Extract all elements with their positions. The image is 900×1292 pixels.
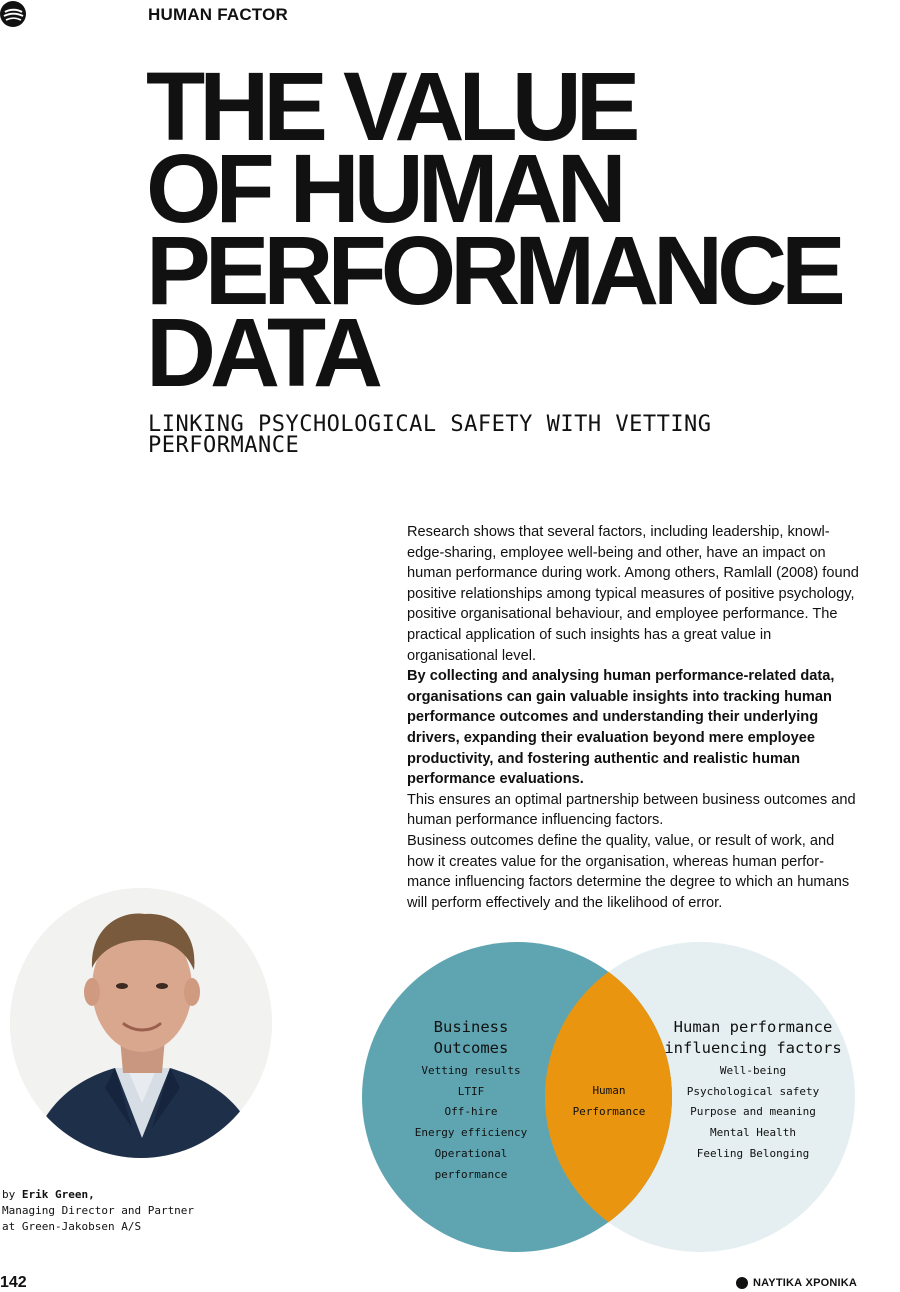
body-paragraph-highlight: By collecting and analysing human performance-related data, organisations can gain valuable insights into tracking human performance outcomes and understanding their underlying drivers, expanding their evaluation beyond mere employee productivity, and fostering authentic and realistic human performance evaluations.: [407, 668, 835, 788]
magazine-logo-icon: [0, 1, 26, 27]
venn-right-item: Mental Health: [709, 1126, 797, 1140]
title-line: DATA: [146, 298, 378, 407]
body-paragraph: This ensures an optimal partnership between business outcomes and human performance influencing factors.: [407, 791, 856, 829]
body-paragraph: Business outcomes define the quality, value, or result of work, and how it creates value for the organisation, whereas human performance influencing factors determine the degree to which an humans will perform effectively and the likelihood of error.: [407, 832, 850, 911]
venn-right-item: Psychological safety: [686, 1084, 820, 1098]
body-paragraph: Research shows that several factors, including leadership, knowledge-sharing, employee well-being and other, have an impact on human performance during work. Among others, Ramlall (2008) found positive relationships among typical measures of positive psychology, positive organisational behaviour, and employee performance. The practical application of such insights has a great value in organisational level.: [407, 524, 859, 664]
author-name-line: [2, 1187, 194, 1203]
venn-left-item: Energy efficiency: [414, 1126, 528, 1140]
venn-left-title: Business Outcomes: [433, 1018, 509, 1057]
venn-overlap-item: Performance: [572, 1104, 646, 1118]
byline-prefix: by: [2, 1188, 16, 1201]
venn-left-item: Operational performance: [434, 1146, 508, 1181]
venn-diagram: [360, 940, 860, 1260]
author-portrait: [10, 888, 272, 1158]
author-byline: [2, 1187, 194, 1235]
venn-left-item: Off-hire: [444, 1105, 498, 1119]
article-title: [146, 52, 840, 407]
article-body: [407, 522, 859, 913]
venn-left-label: [396, 1017, 546, 1185]
venn-left-item: Vetting results: [421, 1064, 521, 1077]
magazine-name: ΝΑΥΤΙΚΑ ΧΡΟΝΙΚΑ: [753, 1277, 858, 1289]
title-line: PERFORMANCE: [146, 216, 840, 325]
magazine-footer: [736, 1277, 857, 1289]
section-label: HUMAN FACTOR: [148, 5, 288, 24]
venn-right-title: Human performance influencing factors: [664, 1018, 842, 1057]
article-subtitle: LINKING PSYCHOLOGICAL SAFETY WITH VETTING PERFORMANCE: [148, 412, 712, 458]
author-role: Managing Director and Partner: [2, 1204, 195, 1217]
venn-overlap-label: [559, 1081, 659, 1122]
venn-right-item: Well-being: [719, 1064, 787, 1077]
venn-right-item: Purpose and meaning: [690, 1105, 816, 1119]
page-number: 142: [0, 1274, 27, 1291]
author-name: Erik Green,: [21, 1188, 95, 1201]
magazine-mini-logo-icon: [736, 1277, 748, 1289]
author-company: at Green-Jakobsen A/S: [2, 1220, 142, 1233]
venn-right-label: [663, 1017, 843, 1165]
title-line: THE VALUE: [146, 52, 635, 161]
venn-right-item: Feeling Belonging: [696, 1146, 810, 1160]
venn-left-item: LTIF: [457, 1084, 485, 1098]
venn-overlap-item: Human: [592, 1084, 626, 1097]
title-line: OF HUMAN: [146, 134, 621, 243]
